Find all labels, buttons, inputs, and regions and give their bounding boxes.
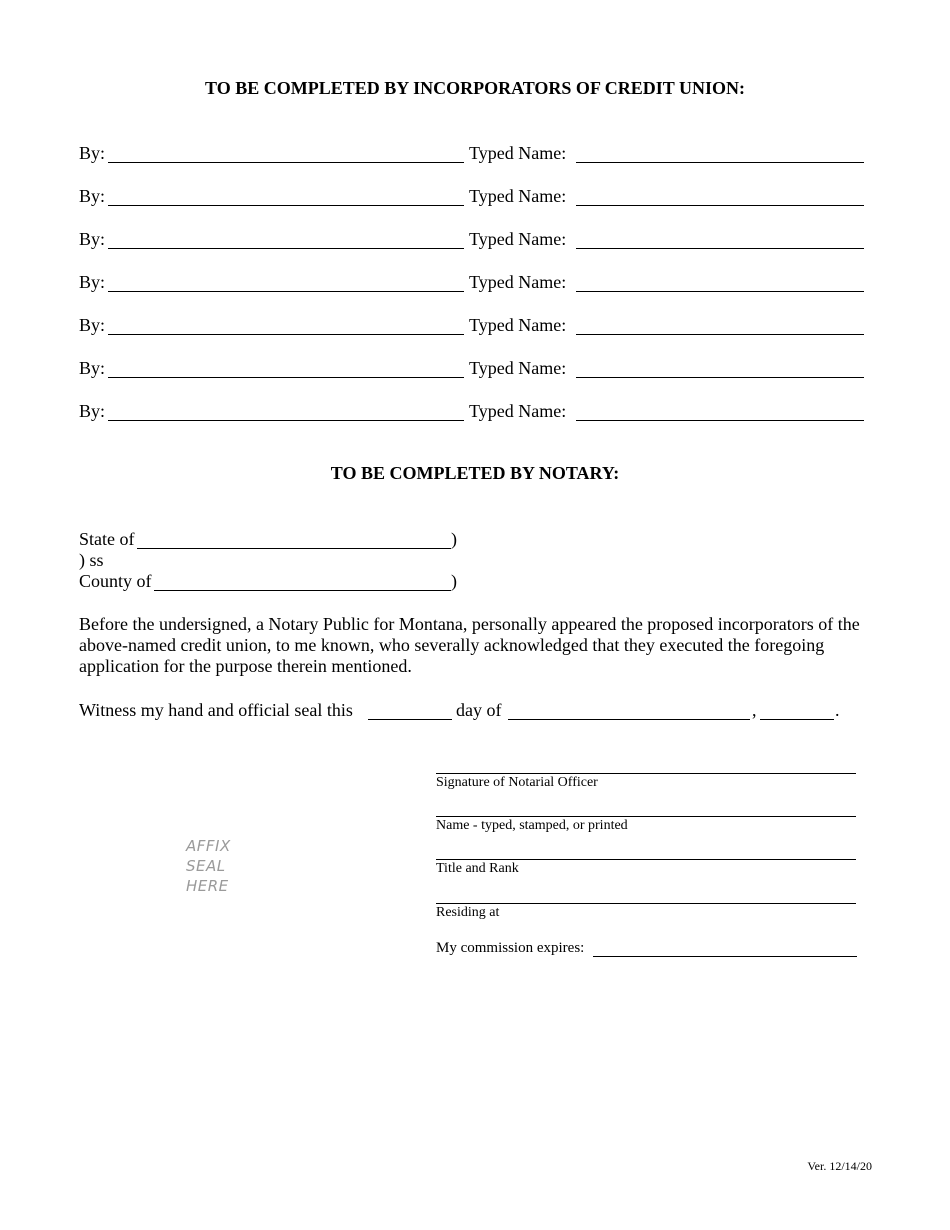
notary-residing-field[interactable]	[436, 903, 856, 904]
witness-year-field[interactable]	[760, 719, 834, 720]
state-field[interactable]	[137, 548, 451, 549]
witness-comma: ,	[752, 700, 757, 720]
state-close-paren: )	[451, 529, 457, 549]
acknowledgment-paragraph: Before the undersigned, a Notary Public for Montana, personally appeared the proposed incorporators of the above-named credit union, to me known, who severally acknowledged that they executed the foregoing application for the purpose therein mentioned.	[79, 614, 860, 676]
typed-name-label: Typed Name:	[469, 272, 567, 292]
witness-month-field[interactable]	[508, 719, 750, 720]
signature-field[interactable]	[108, 291, 464, 292]
witness-day-field[interactable]	[368, 719, 452, 720]
by-label: By:	[79, 186, 106, 206]
typed-name-label: Typed Name:	[469, 229, 567, 249]
ss-label: ) ss	[79, 550, 104, 570]
by-label: By:	[79, 358, 106, 378]
signature-field[interactable]	[108, 248, 464, 249]
by-label: By:	[79, 315, 106, 335]
typed-name-label: Typed Name:	[469, 315, 567, 335]
incorporator-row	[79, 401, 867, 425]
incorporator-row	[79, 229, 867, 253]
signature-field[interactable]	[108, 420, 464, 421]
typed-name-field[interactable]	[576, 248, 864, 249]
signature-field[interactable]	[108, 377, 464, 378]
name-caption: Name - typed, stamped, or printed	[436, 818, 628, 833]
incorporator-row	[79, 358, 867, 382]
typed-name-field[interactable]	[576, 420, 864, 421]
incorporators-heading: TO BE COMPLETED BY INCORPORATORS OF CREDIT UNION:	[205, 78, 745, 98]
signature-caption: Signature of Notarial Officer	[436, 775, 598, 790]
typed-name-label: Typed Name:	[469, 358, 567, 378]
typed-name-label: Typed Name:	[469, 186, 567, 206]
typed-name-field[interactable]	[576, 377, 864, 378]
incorporator-row	[79, 186, 867, 210]
notary-signature-field[interactable]	[436, 773, 856, 774]
typed-name-label: Typed Name:	[469, 143, 567, 163]
county-line	[79, 571, 479, 593]
commission-line	[436, 940, 858, 960]
notary-title-field[interactable]	[436, 859, 856, 860]
typed-name-label: Typed Name:	[469, 401, 567, 421]
incorporator-row	[79, 315, 867, 339]
notary-heading: TO BE COMPLETED BY NOTARY:	[330, 463, 620, 483]
witness-line	[79, 700, 859, 724]
witness-prefix: Witness my hand and official seal this	[79, 700, 353, 720]
incorporator-row	[79, 143, 867, 167]
county-field[interactable]	[154, 590, 451, 591]
seal-text: HERE	[186, 877, 229, 895]
seal-text: SEAL	[186, 857, 226, 875]
typed-name-field[interactable]	[576, 205, 864, 206]
seal-text: AFFIX	[186, 837, 231, 855]
ss-line	[79, 550, 179, 572]
county-label: County of	[79, 571, 152, 591]
typed-name-field[interactable]	[576, 291, 864, 292]
witness-period: .	[835, 700, 840, 720]
state-line	[79, 529, 479, 551]
witness-day-label: day of	[456, 700, 502, 720]
version-footer: Ver. 12/14/20	[807, 1159, 872, 1173]
by-label: By:	[79, 229, 106, 249]
notary-name-field[interactable]	[436, 816, 856, 817]
residing-caption: Residing at	[436, 905, 500, 920]
commission-expires-field[interactable]	[593, 956, 857, 957]
signature-field[interactable]	[108, 334, 464, 335]
state-label: State of	[79, 529, 135, 549]
commission-label: My commission expires:	[436, 940, 585, 956]
signature-field[interactable]	[108, 205, 464, 206]
by-label: By:	[79, 272, 106, 292]
county-close-paren: )	[451, 571, 457, 591]
typed-name-field[interactable]	[576, 162, 864, 163]
typed-name-field[interactable]	[576, 334, 864, 335]
signature-field[interactable]	[108, 162, 464, 163]
by-label: By:	[79, 401, 106, 421]
by-label: By:	[79, 143, 106, 163]
title-caption: Title and Rank	[436, 861, 519, 876]
incorporator-row	[79, 272, 867, 296]
affix-seal-placeholder	[186, 836, 231, 896]
